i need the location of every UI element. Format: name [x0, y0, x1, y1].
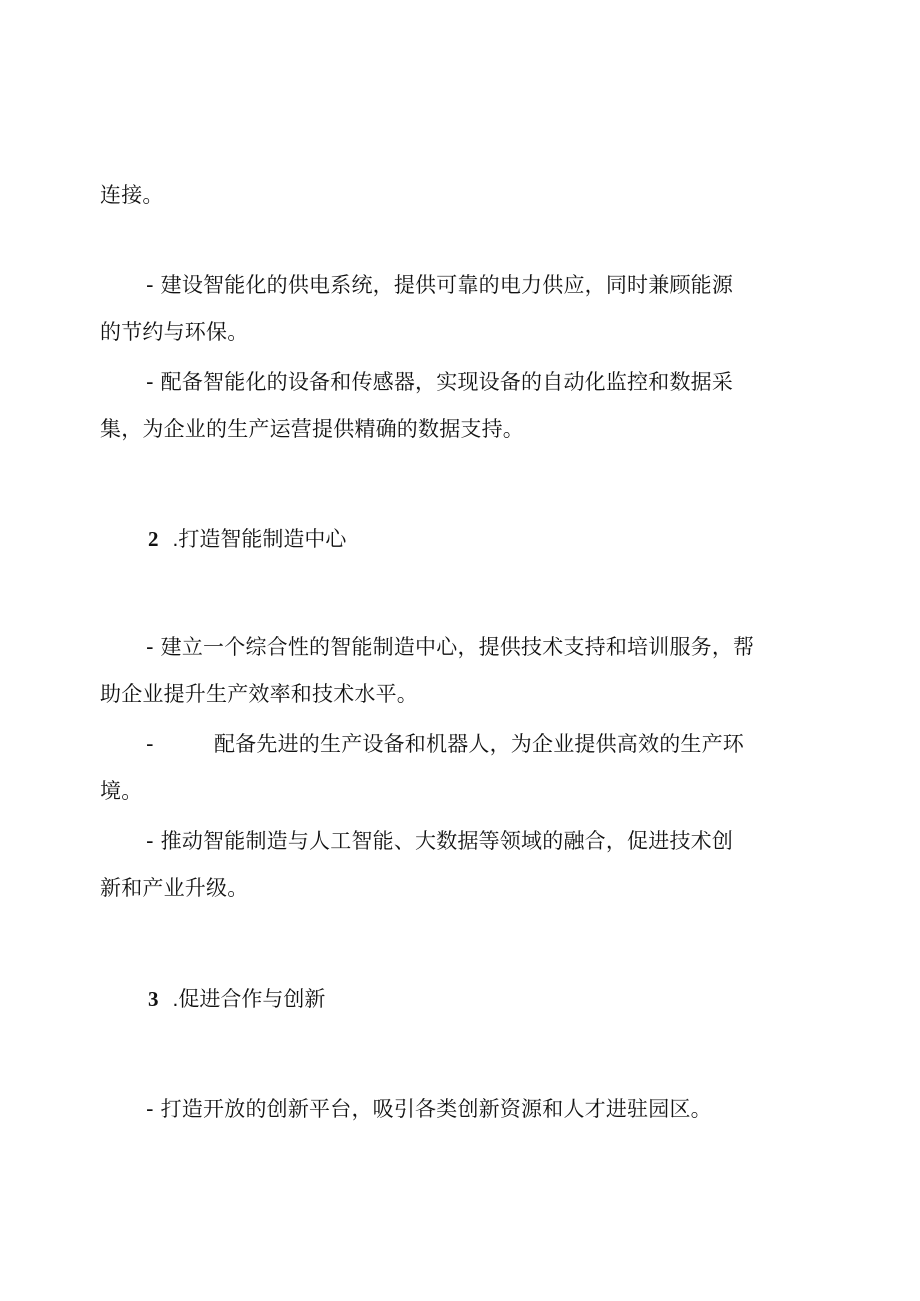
section-title: .促进合作与创新 — [172, 988, 326, 1011]
bullet-power-system-line2: 的节约与环保。 — [100, 320, 249, 344]
section-number: 2 — [148, 527, 159, 551]
bullet-center-line2: 助企业提升生产效率和技术水平。 — [100, 682, 418, 706]
paragraph-line: 连接。 — [100, 183, 164, 207]
bullet-sensors-line2: 集，为企业的生产运营提供精确的数据支持。 — [100, 417, 524, 441]
bullet-center-line1: - 建立一个综合性的智能制造中心，提供技术支持和培训服务，帮 — [146, 635, 755, 659]
section-title: .打造智能制造中心 — [172, 528, 347, 551]
bullet-sensors-line1: - 配备智能化的设备和传感器，实现设备的自动化监控和数据采 — [146, 370, 734, 394]
bullet-platform-line1: - 打造开放的创新平台，吸引各类创新资源和人才进驻园区。 — [146, 1097, 712, 1121]
bullet-ai-line2: 新和产业升级。 — [100, 876, 249, 900]
section-number: 3 — [148, 987, 159, 1011]
bullet-equipment-line1: 配备先进的生产设备和机器人，为企业提供高效的生产环 — [214, 732, 744, 756]
bullet-equipment-dash: - — [146, 732, 154, 756]
section-heading-3 — [148, 984, 325, 1015]
bullet-power-system-line1: - 建设智能化的供电系统，提供可靠的电力供应，同时兼顾能源 — [146, 273, 734, 297]
bullet-ai-line1: - 推动智能制造与人工智能、大数据等领域的融合，促进技术创 — [146, 829, 734, 853]
bullet-equipment-line2: 境。 — [100, 779, 143, 803]
section-heading-2 — [148, 524, 346, 555]
